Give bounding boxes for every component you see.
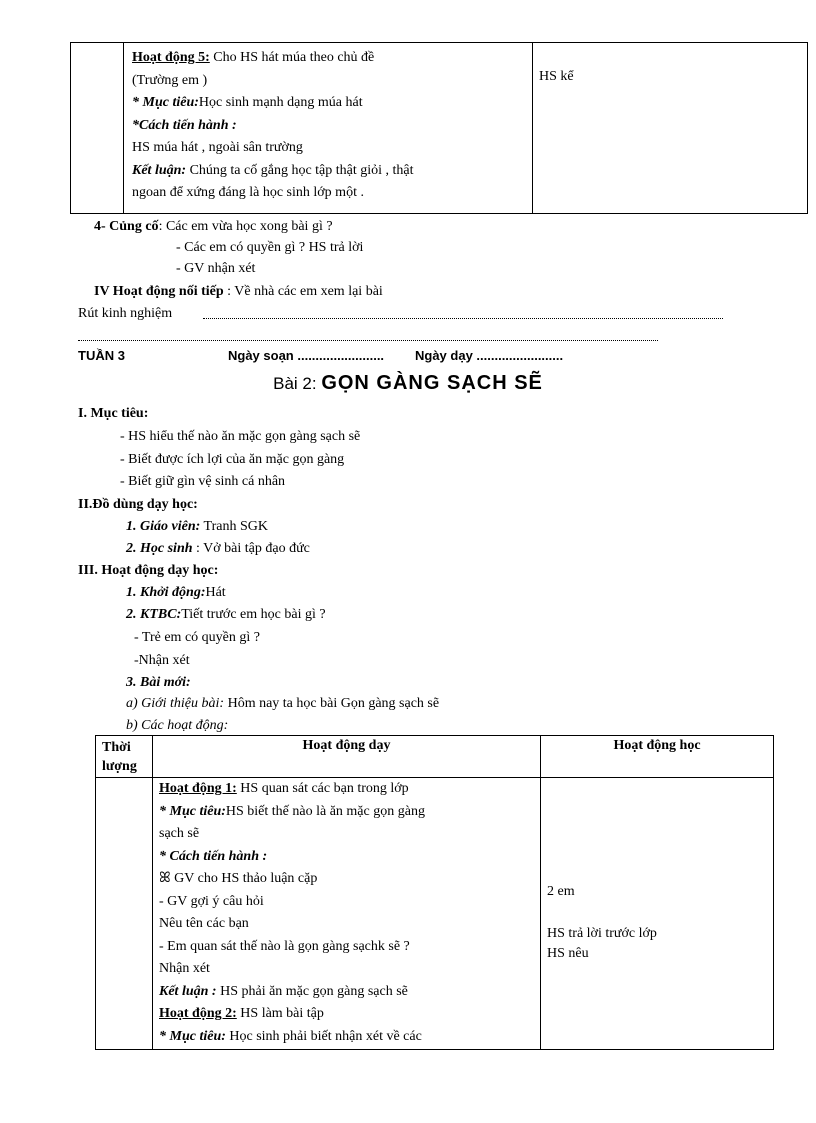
body-time-cell	[96, 778, 153, 1050]
procedure-text: HS múa hát , ngoài sân trường	[132, 140, 303, 155]
teach-date: Ngày dạy ........................	[415, 348, 564, 363]
intro-label: a) Giới thiệu bài:	[126, 696, 225, 711]
materials-student-text: : Vở bài tập đạo đức	[192, 541, 310, 556]
review-label: 4- Củng cố	[94, 219, 159, 234]
materials-heading: II.Đồ dùng dạy học:	[78, 497, 198, 512]
experience-label: Rút kinh nghiệm	[78, 306, 173, 321]
materials-teacher-text: Tranh SGK	[200, 519, 268, 534]
act2-objective-text: Học sinh phải biết nhận xét về các	[225, 1028, 422, 1044]
oldlesson-label: 2. KTBC:	[126, 607, 182, 622]
act1-step-1: ꕤ GV cho HS thảo luận cặp	[159, 871, 318, 886]
act1-procedure-label: * Cách tiến hành :	[159, 848, 268, 864]
materials-teacher	[126, 516, 268, 539]
act1-step-3: Nêu tên các bạn	[159, 916, 249, 931]
new-lesson-label: 3. Bài mới:	[126, 675, 191, 690]
conclusion-text-2: ngoan để xứng đáng là học sinh lớp một .	[132, 185, 364, 200]
objective-label: * Mục tiêu:	[132, 95, 199, 110]
act1-step-4: - Em quan sát thế nào là gọn gàng sạchk sẽ ?	[159, 938, 410, 954]
body-student-cell	[541, 778, 774, 1050]
activity-5-text: Cho HS hát múa theo chủ đề	[209, 50, 375, 65]
top-teacher-cell	[124, 43, 533, 214]
act1-step-5: Nhận xét	[159, 961, 210, 976]
materials-student-label: 2. Học sinh	[126, 541, 193, 556]
oldlesson-comment: -Nhận xét	[134, 653, 190, 668]
header-time-l1: Thời	[102, 740, 131, 755]
oldlesson-line	[126, 604, 326, 627]
act2-objective-label: * Mục tiêu:	[159, 1028, 226, 1044]
review-text: : Các em vừa học xong bài gì ?	[158, 219, 333, 234]
activity-2-text: HS làm bài tập	[236, 1006, 324, 1021]
activities-heading: III. Hoạt động dạy học:	[78, 563, 219, 578]
objectives-heading: I. Mục tiêu:	[78, 406, 149, 421]
activity-5-theme: (Trường em )	[132, 72, 208, 88]
header-time-l2: lượng	[102, 759, 137, 774]
lesson-name: GỌN GÀNG SẠCH SẼ	[321, 372, 543, 394]
materials-teacher-label: 1. Giáo viên:	[126, 519, 201, 534]
activity-2-title: Hoạt động 2:	[159, 1006, 237, 1021]
lesson-prefix: Bài 2:	[273, 374, 322, 393]
header-time	[96, 736, 153, 778]
prep-date: Ngày soạn ........................	[228, 348, 385, 363]
activity-1-title: Hoạt động 1:	[159, 781, 237, 796]
experience-dots-2	[78, 340, 658, 341]
experience-line	[78, 303, 172, 326]
follow-up-text: : Về nhà các em xem lại bài	[223, 284, 383, 299]
follow-up-label: IV Hoạt động nối tiếp	[94, 284, 224, 299]
oldlesson-text: Tiết trước em học bài gì ?	[181, 607, 326, 622]
objective-item-1: - HS hiểu thế nào ăn mặc gọn gàng sạch sẽ	[120, 429, 361, 444]
header-student-text: Hoạt động học	[613, 738, 701, 753]
student-activity-text: HS kể	[539, 69, 574, 84]
conclusion-text: Chúng ta cố gắng học tập thật giỏi , thật	[186, 162, 414, 178]
materials-student	[126, 538, 310, 561]
intro-line	[126, 693, 439, 716]
act1-conclusion-label: Kết luận :	[159, 983, 217, 999]
act1-objective-label: * Mục tiêu:	[159, 803, 226, 819]
conclusion-label: Kết luận:	[132, 162, 187, 178]
act1-step-2: - GV gợi ý câu hỏi	[159, 893, 264, 909]
act1-objective-text-2: sạch sẽ	[159, 826, 200, 841]
review-line	[94, 216, 333, 239]
activity-5-title: Hoạt động 5:	[132, 50, 210, 65]
warmup-line	[126, 582, 226, 605]
header-student	[541, 736, 774, 778]
header-teacher	[153, 736, 541, 778]
follow-up-line	[94, 281, 383, 304]
header-teacher-text: Hoạt động dạy	[302, 738, 391, 753]
main-activity-table	[95, 735, 774, 1050]
review-sub-1: - Các em có quyền gì ? HS trả lời	[176, 240, 364, 255]
week-label: TUẦN 3	[78, 348, 125, 363]
student-answer-2: HS trả lời trước lớp	[547, 926, 657, 941]
activity-1-text: HS quan sát các bạn trong lớp	[236, 781, 409, 796]
warmup-text: Hát	[205, 585, 226, 600]
objective-item-3: - Biết giữ gìn vệ sinh cá nhân	[120, 474, 286, 489]
lesson-title	[0, 372, 816, 395]
objective-text: Học sinh mạnh dạng múa hát	[198, 95, 363, 110]
experience-dots	[203, 318, 723, 319]
intro-text: Hôm nay ta học bài Gọn gàng sạch sẽ	[224, 696, 440, 711]
warmup-label: 1. Khởi động:	[126, 585, 206, 600]
student-answer-1: 2 em	[547, 884, 575, 899]
oldlesson-question: - Trẻ em có quyền gì ?	[134, 630, 260, 645]
student-answer-3: HS nêu	[547, 946, 589, 961]
activities-label: b) Các hoạt động:	[126, 718, 229, 733]
procedure-label: *Cách tiến hành :	[132, 117, 237, 133]
top-activity-table	[70, 42, 808, 214]
review-sub-2: - GV nhận xét	[176, 261, 256, 276]
act1-conclusion-text: HS phải ăn mặc gọn gàng sạch sẽ	[216, 983, 408, 999]
objective-item-2: - Biết được ích lợi của ăn mặc gọn gàng	[120, 452, 345, 467]
act1-objective-text: HS biết thế nào là ăn mặc gọn gàng	[225, 803, 425, 819]
body-teacher-cell	[153, 778, 541, 1050]
top-time-cell	[71, 43, 124, 214]
top-student-cell	[533, 43, 808, 214]
